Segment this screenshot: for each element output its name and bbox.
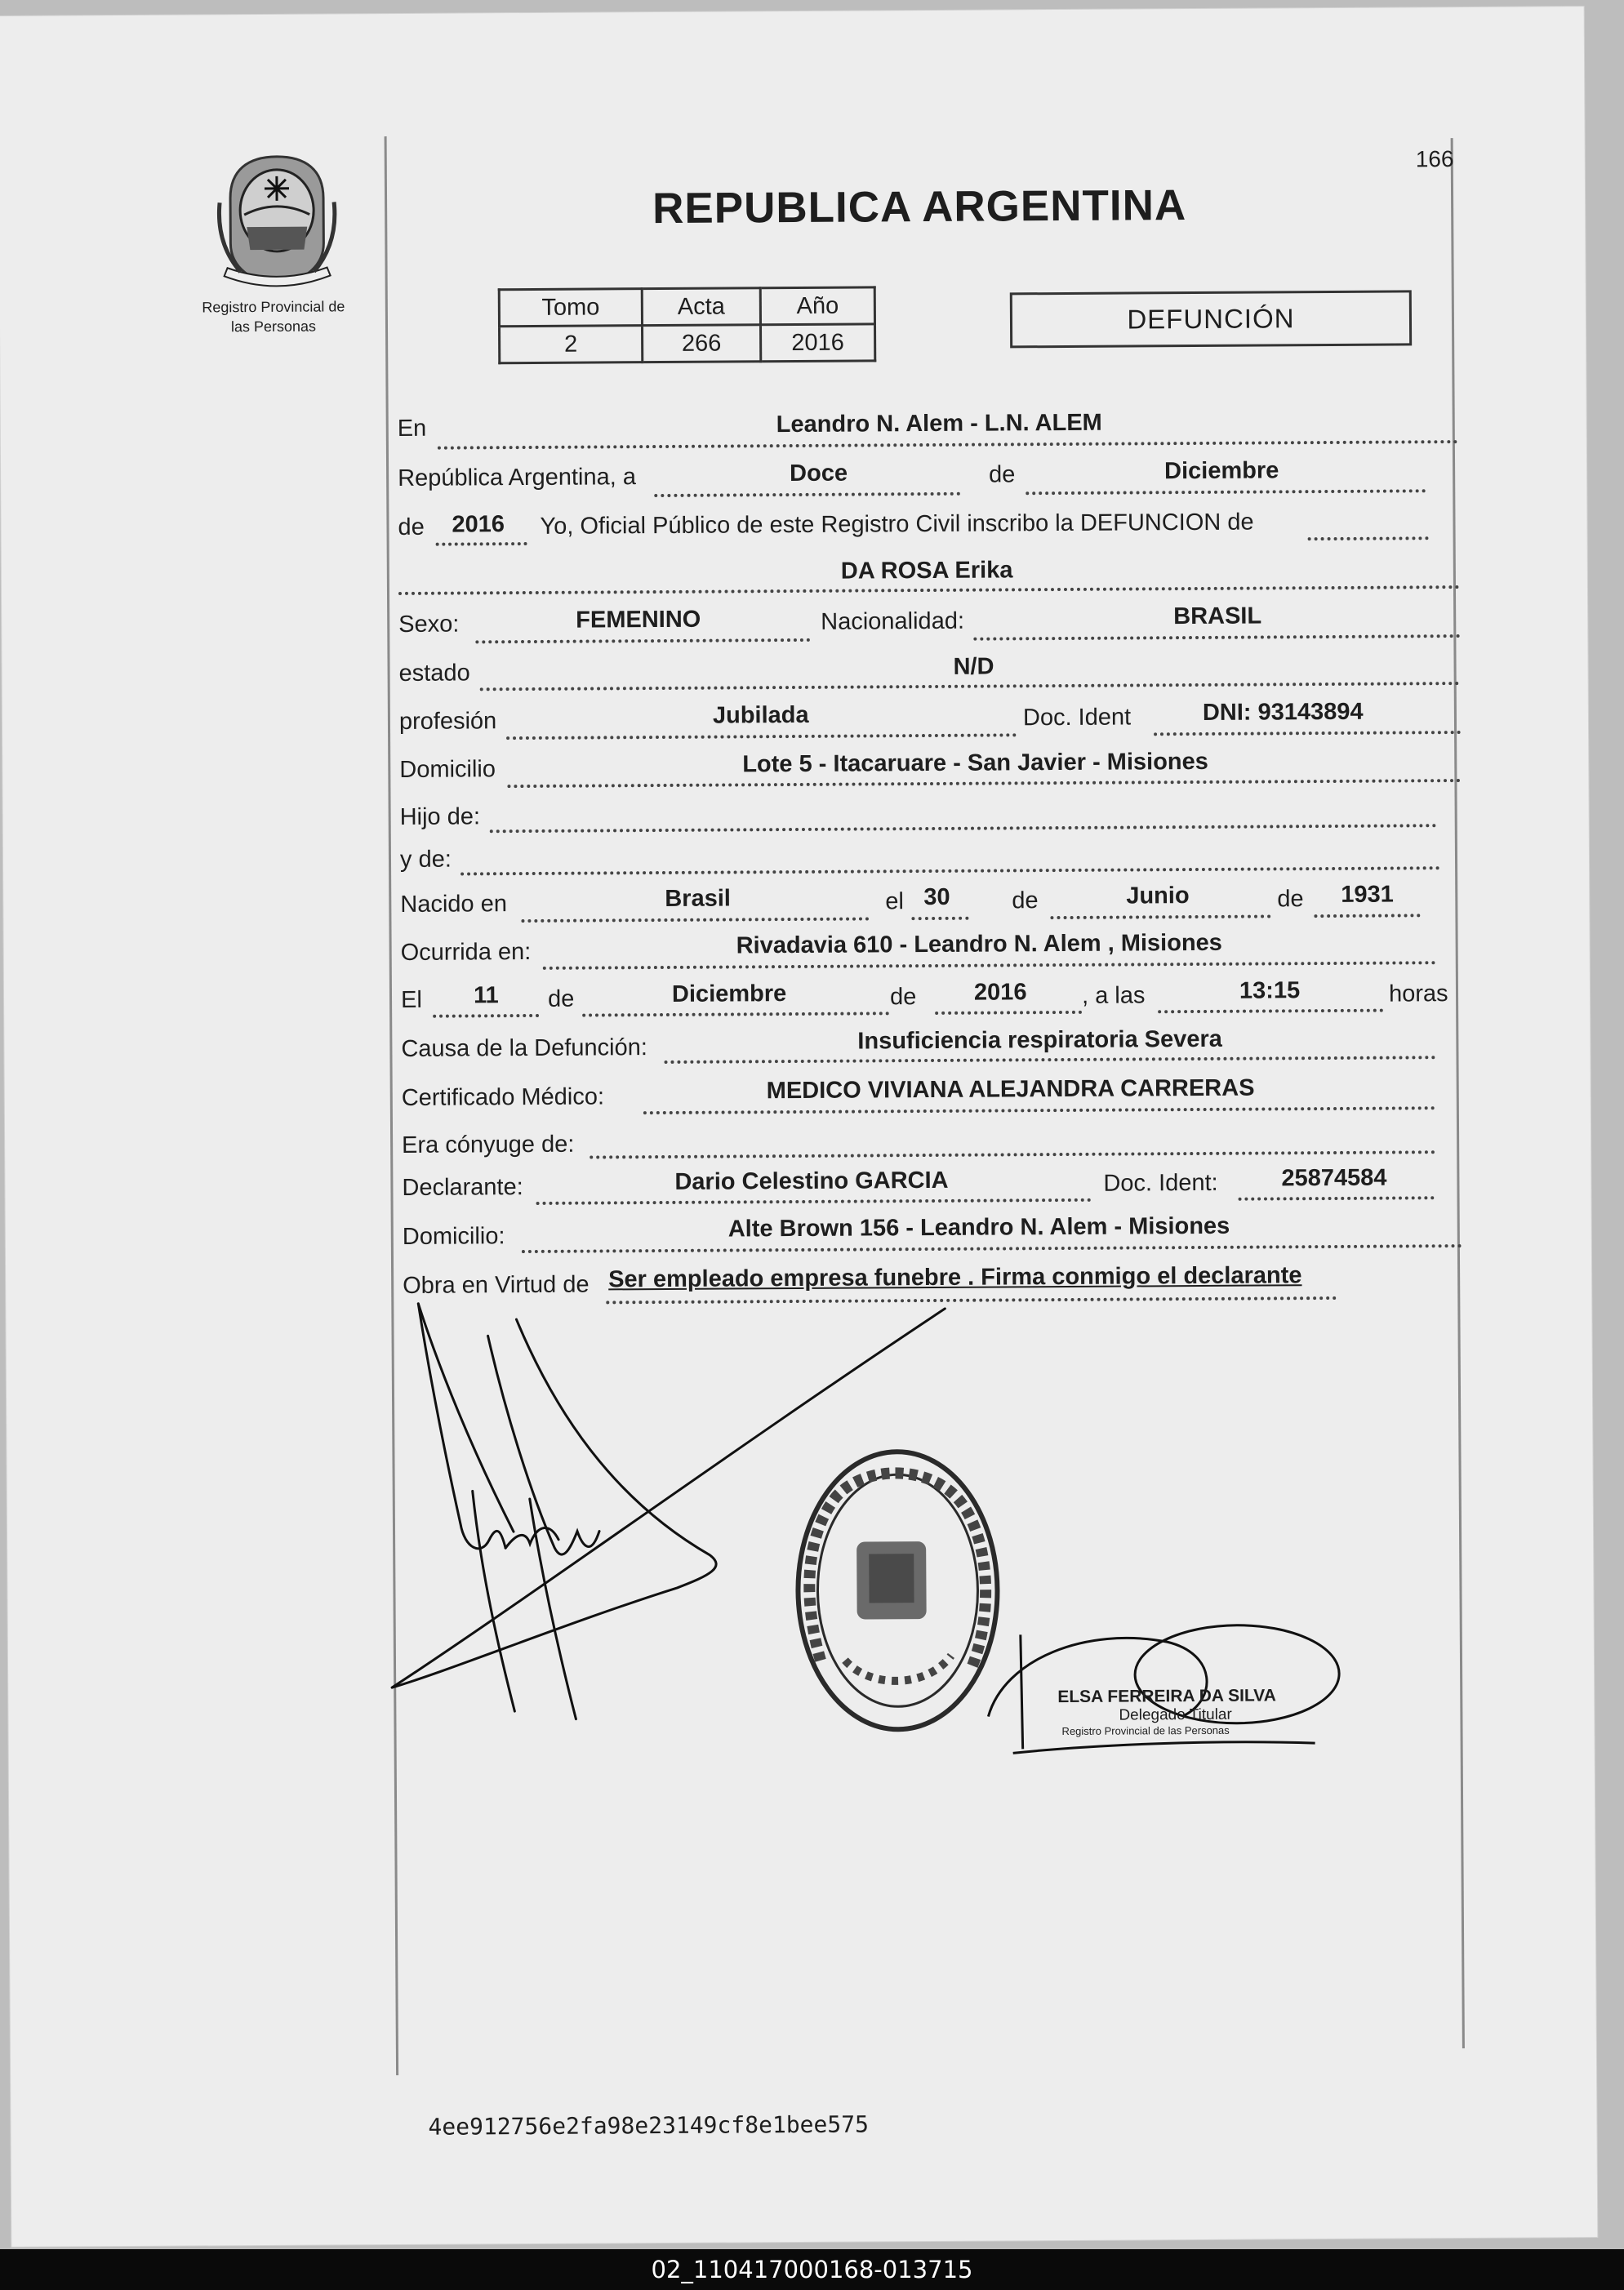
field-cause-line	[665, 1056, 1436, 1064]
label-causa: Causa de la Defunción:	[401, 1034, 647, 1062]
scan-id-bar	[0, 2249, 1624, 2290]
field-nationality: BRASIL	[1173, 603, 1262, 630]
ano-header: Año	[760, 287, 874, 325]
label-doc-ident: Doc. Ident	[1022, 704, 1132, 731]
label-yo: Yo, Oficial Público de este Registro Civil inscribo la DEFUNCION de	[540, 509, 1254, 540]
agency-line2: las Personas	[230, 318, 317, 336]
field-name-line	[398, 585, 1460, 595]
acta-header: Acta	[642, 288, 760, 326]
field-document: DNI: 93143894	[1202, 698, 1364, 726]
right-margin-line	[1451, 138, 1465, 2048]
field-address: Lote 5 - Itacaruare - San Javier - Misiones	[742, 748, 1208, 778]
field-month-line	[1026, 489, 1426, 495]
field-marital-line	[480, 682, 1460, 691]
field-nationality-line	[973, 634, 1460, 641]
label-declarante: Declarante:	[402, 1174, 523, 1201]
label-el-birth: el	[885, 888, 904, 915]
field-address-line	[507, 779, 1461, 788]
field-death-place: Rivadavia 610 - Leandro N. Alem , Misiones	[736, 929, 1222, 959]
field-father-line	[490, 824, 1437, 833]
field-birth-day-line	[911, 917, 968, 920]
document-hash: 4ee912756e2fa98e23149cf8e1bee575	[428, 2110, 870, 2141]
field-sex-line	[475, 638, 810, 644]
field-place: Leandro N. Alem - L.N. ALEM	[776, 409, 1102, 438]
field-cause: Insuficiencia respiratoria Severa	[857, 1025, 1222, 1055]
field-declarant-doc: 25874584	[1281, 1164, 1387, 1192]
field-profession: Jubilada	[712, 701, 809, 729]
register-header-row	[499, 287, 874, 327]
field-death-month: Diciembre	[671, 980, 787, 1007]
label-estado: estado	[398, 660, 470, 687]
field-profession-line	[506, 733, 1017, 740]
label-a-las: , a las	[1081, 982, 1146, 1009]
field-death-time-line	[1158, 1009, 1383, 1014]
agency-name	[176, 296, 372, 336]
field-birth-month: Junio	[1126, 883, 1190, 909]
field-spouse-line	[590, 1150, 1435, 1158]
field-declarant-address-line	[522, 1244, 1462, 1253]
label-republica: República Argentina, a	[398, 464, 637, 491]
label-sexo: Sexo:	[398, 611, 460, 638]
country-title: REPUBLICA ARGENTINA	[652, 181, 1187, 233]
field-month: Diciembre	[1164, 457, 1279, 485]
officer-agency: Registro Provincial de las Personas	[1061, 1723, 1230, 1738]
label-de-death-2: de	[889, 984, 917, 1011]
label-ocurrida-en: Ocurrida en:	[400, 938, 532, 966]
label-nacionalidad: Nacionalidad:	[821, 607, 965, 635]
field-mother-line	[461, 866, 1440, 875]
field-declarant-line	[536, 1198, 1092, 1205]
label-y-de: y de:	[399, 846, 452, 873]
field-death-day: 11	[473, 982, 499, 1009]
field-declarant-address: Alte Brown 156 - Leandro N. Alem - Misiones	[727, 1212, 1230, 1243]
agency-line1: Registro Provincial de	[202, 298, 345, 316]
register-table	[498, 286, 877, 364]
field-marital-status: N/D	[953, 653, 994, 680]
document-page	[0, 7, 1597, 2247]
field-certificate-line	[643, 1106, 1435, 1114]
left-margin-line	[385, 136, 399, 2075]
label-conyuge: Era cónyuge de:	[402, 1131, 575, 1158]
label-de-birth-1: de	[1012, 887, 1039, 914]
label-domicilio: Domicilio	[399, 756, 496, 783]
field-death-day-line	[433, 1014, 539, 1018]
field-birth-year-line	[1314, 914, 1420, 918]
label-de-1: de	[989, 461, 1016, 488]
field-death-month-line	[582, 1012, 889, 1016]
field-year-line	[436, 542, 527, 546]
page-number: 166	[1415, 146, 1454, 172]
label-domicilio-declarant: Domicilio:	[402, 1223, 505, 1250]
acta-value: 266	[643, 325, 761, 362]
field-declarant: Dario Celestino GARCIA	[674, 1167, 949, 1195]
field-declarant-doc-line	[1239, 1196, 1435, 1200]
label-doc-ident-declarant: Doc. Ident:	[1103, 1169, 1218, 1197]
tomo-value: 2	[500, 326, 643, 363]
label-yo-line	[1308, 536, 1429, 540]
field-birth-place-line	[521, 917, 869, 923]
label-en: En	[397, 415, 427, 442]
register-value-row	[500, 324, 875, 363]
label-de-2: de	[398, 514, 425, 540]
officer-name: ELSA FERREIRA DA SILVA	[1057, 1686, 1276, 1707]
officer-title: Delegado Titular	[1119, 1705, 1232, 1724]
field-death-place-line	[543, 961, 1436, 970]
field-death-year-line	[935, 1011, 1082, 1015]
field-day-line	[654, 492, 960, 497]
label-hijo-de: Hijo de:	[399, 803, 481, 830]
field-place-line	[438, 440, 1458, 450]
field-death-year: 2016	[973, 979, 1027, 1006]
field-birth-year: 1931	[1341, 881, 1394, 908]
field-year: 2016	[452, 511, 505, 538]
field-death-time: 13:15	[1239, 977, 1301, 1004]
field-document-line	[1154, 731, 1461, 736]
field-birth-place: Brasil	[665, 885, 731, 912]
field-by-virtue-of: Ser empleado empresa funebre . Firma conmigo el declarante	[608, 1262, 1302, 1293]
ano-value: 2016	[760, 324, 874, 362]
scan-id: 02_110417000168-013715	[651, 2256, 973, 2283]
field-day-words: Doce	[790, 460, 848, 487]
field-deceased-name: DA ROSA Erika	[840, 557, 1013, 585]
label-certificado: Certificado Médico:	[401, 1083, 605, 1111]
label-el: El	[400, 986, 422, 1013]
label-horas: horas	[1388, 980, 1448, 1007]
field-birth-day: 30	[923, 883, 950, 911]
record-type-box: DEFUNCIÓN	[1010, 290, 1412, 348]
label-de-birth-2: de	[1277, 886, 1304, 913]
label-obra: Obra en Virtud de	[403, 1271, 590, 1299]
label-de-death-1: de	[547, 985, 575, 1012]
label-nacido-en: Nacido en	[400, 891, 508, 918]
field-birth-month-line	[1050, 914, 1270, 919]
label-profesion: profesión	[398, 708, 497, 735]
tomo-header: Tomo	[499, 289, 642, 327]
officer-stamp-block	[1057, 1686, 1327, 1737]
field-sex: FEMENINO	[576, 606, 701, 634]
provincial-seal-icon	[216, 153, 339, 288]
field-medical-certificate: MEDICO VIVIANA ALEJANDRA CARRERAS	[766, 1074, 1255, 1105]
